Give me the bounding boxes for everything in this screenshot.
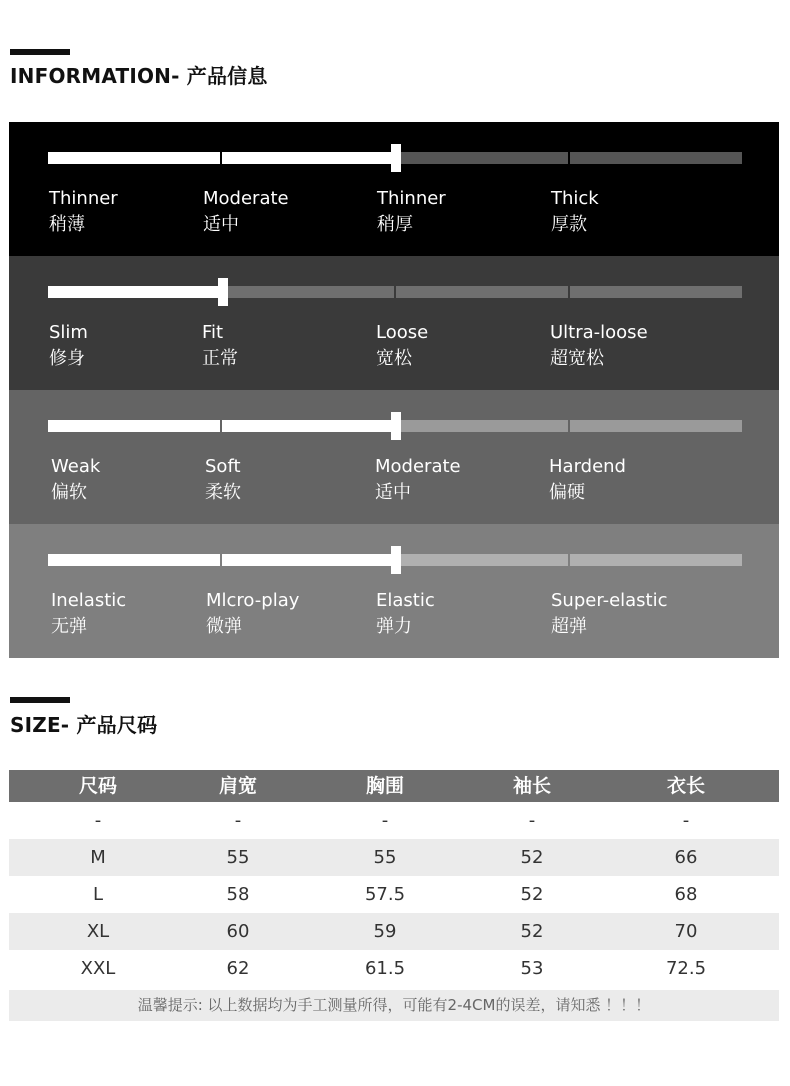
column-header: 袖长 [512, 775, 551, 797]
label-chinese: 修身 [49, 348, 85, 369]
table-cell: 68 [674, 884, 698, 905]
label-chinese: 宽松 [376, 348, 412, 369]
label-english: Super-elastic [551, 590, 668, 611]
level-marker [218, 278, 228, 306]
label-english: Hardend [549, 456, 626, 477]
label-english: Fit [202, 322, 224, 343]
level-segment [222, 286, 394, 298]
level-segment [570, 554, 742, 566]
level-marker [391, 412, 401, 440]
level-segment [570, 152, 742, 164]
band-thickness [9, 122, 779, 256]
label-english: Moderate [375, 456, 461, 477]
label-chinese: 超宽松 [550, 348, 604, 369]
label-chinese: 弹力 [376, 616, 412, 637]
level-track-fit [48, 286, 742, 298]
band-elasticity [9, 524, 779, 658]
table-row [9, 913, 779, 950]
label-english: Moderate [203, 188, 289, 209]
level-track-elasticity [48, 554, 742, 566]
level-segment [396, 286, 568, 298]
table-cell: 53 [520, 958, 544, 979]
table-cell: 52 [520, 884, 544, 905]
level-segment [48, 554, 220, 566]
label-chinese: 柔软 [205, 482, 241, 503]
label-chinese: 偏硬 [549, 482, 585, 503]
band-label [375, 454, 461, 506]
band-label [376, 320, 428, 372]
column-header: 尺码 [78, 775, 117, 797]
table-cell: - [381, 810, 389, 831]
table-cell: 72.5 [665, 958, 707, 979]
label-chinese: 厚款 [551, 214, 587, 235]
label-english: Ultra-loose [550, 322, 648, 343]
level-marker [391, 144, 401, 172]
band-fit [9, 256, 779, 390]
band-label [51, 588, 126, 640]
level-segment [396, 152, 568, 164]
info-section-title: INFORMATION- 产品信息 [10, 64, 268, 88]
label-english: Slim [49, 322, 88, 343]
label-english: Weak [51, 456, 101, 477]
size-table-header [9, 770, 779, 802]
label-chinese: 适中 [375, 482, 411, 503]
table-cell: 52 [520, 847, 544, 868]
info-header-bar [10, 49, 70, 55]
band-label [377, 186, 446, 238]
table-cell: 66 [674, 847, 698, 868]
table-cell: - [682, 810, 690, 831]
table-cell: 61.5 [364, 958, 406, 979]
label-english: Loose [376, 322, 429, 343]
table-cell: 60 [226, 921, 250, 942]
label-chinese: 适中 [203, 214, 239, 235]
level-segment [396, 554, 568, 566]
band-label [549, 454, 626, 506]
band-label [51, 454, 100, 506]
table-cell: L [92, 884, 104, 905]
table-cell: - [528, 810, 536, 831]
column-header: 衣长 [666, 775, 705, 797]
table-cell: XL [86, 921, 110, 942]
size-header-bar [10, 697, 70, 703]
level-segment [570, 286, 742, 298]
size-table-body [9, 802, 779, 987]
band-label [551, 186, 599, 238]
label-english: Mlcro-play [206, 590, 300, 611]
label-english: Thinner [377, 188, 446, 209]
table-cell: - [234, 810, 242, 831]
band-label [49, 320, 88, 372]
label-chinese: 无弹 [51, 616, 87, 637]
table-cell: 62 [226, 958, 250, 979]
table-cell: 59 [373, 921, 397, 942]
table-cell: M [90, 847, 106, 868]
level-marker [391, 546, 401, 574]
size-table [9, 770, 779, 987]
label-english: Thick [551, 188, 599, 209]
label-chinese: 超弹 [551, 616, 587, 637]
table-cell: 55 [373, 847, 397, 868]
band-label [205, 454, 241, 506]
level-track-thickness [48, 152, 742, 164]
band-label [206, 588, 299, 640]
table-cell: 52 [520, 921, 544, 942]
table-cell: 70 [674, 921, 698, 942]
table-cell: 55 [226, 847, 250, 868]
table-row [9, 950, 779, 987]
table-cell: XXL [80, 958, 116, 979]
band-label [49, 186, 118, 238]
level-segment [48, 286, 220, 298]
table-row [9, 839, 779, 876]
table-cell: - [94, 810, 102, 831]
level-segment [570, 420, 742, 432]
band-label [203, 186, 289, 238]
label-chinese: 正常 [202, 348, 238, 369]
column-header: 肩宽 [218, 775, 257, 797]
level-segment [396, 420, 568, 432]
label-chinese: 微弹 [206, 616, 242, 637]
measurement-note: 温馨提示: 以上数据均为手工测量所得，可能有2-4CM的误差，请知悉 ！！！ [9, 990, 779, 1021]
level-segment [48, 152, 220, 164]
level-track-softness [48, 420, 742, 432]
band-label [551, 588, 668, 640]
size-section-title: SIZE- 产品尺码 [10, 713, 158, 737]
band-label [376, 588, 435, 640]
label-chinese: 稍薄 [49, 214, 85, 235]
table-row [9, 876, 779, 913]
level-segment [48, 420, 220, 432]
table-cell: 57.5 [364, 884, 406, 905]
label-english: Inelastic [51, 590, 127, 611]
column-header: 胸围 [365, 775, 404, 797]
label-english: Elastic [376, 590, 435, 611]
label-chinese: 偏软 [51, 482, 87, 503]
band-softness [9, 390, 779, 524]
label-english: Thinner [49, 188, 118, 209]
level-segment [222, 152, 394, 164]
band-label [550, 320, 648, 372]
band-label [202, 320, 238, 372]
level-segment [222, 420, 394, 432]
table-cell: 58 [226, 884, 250, 905]
label-chinese: 稍厚 [377, 214, 413, 235]
level-segment [222, 554, 394, 566]
label-english: Soft [205, 456, 241, 477]
table-row [9, 802, 779, 839]
